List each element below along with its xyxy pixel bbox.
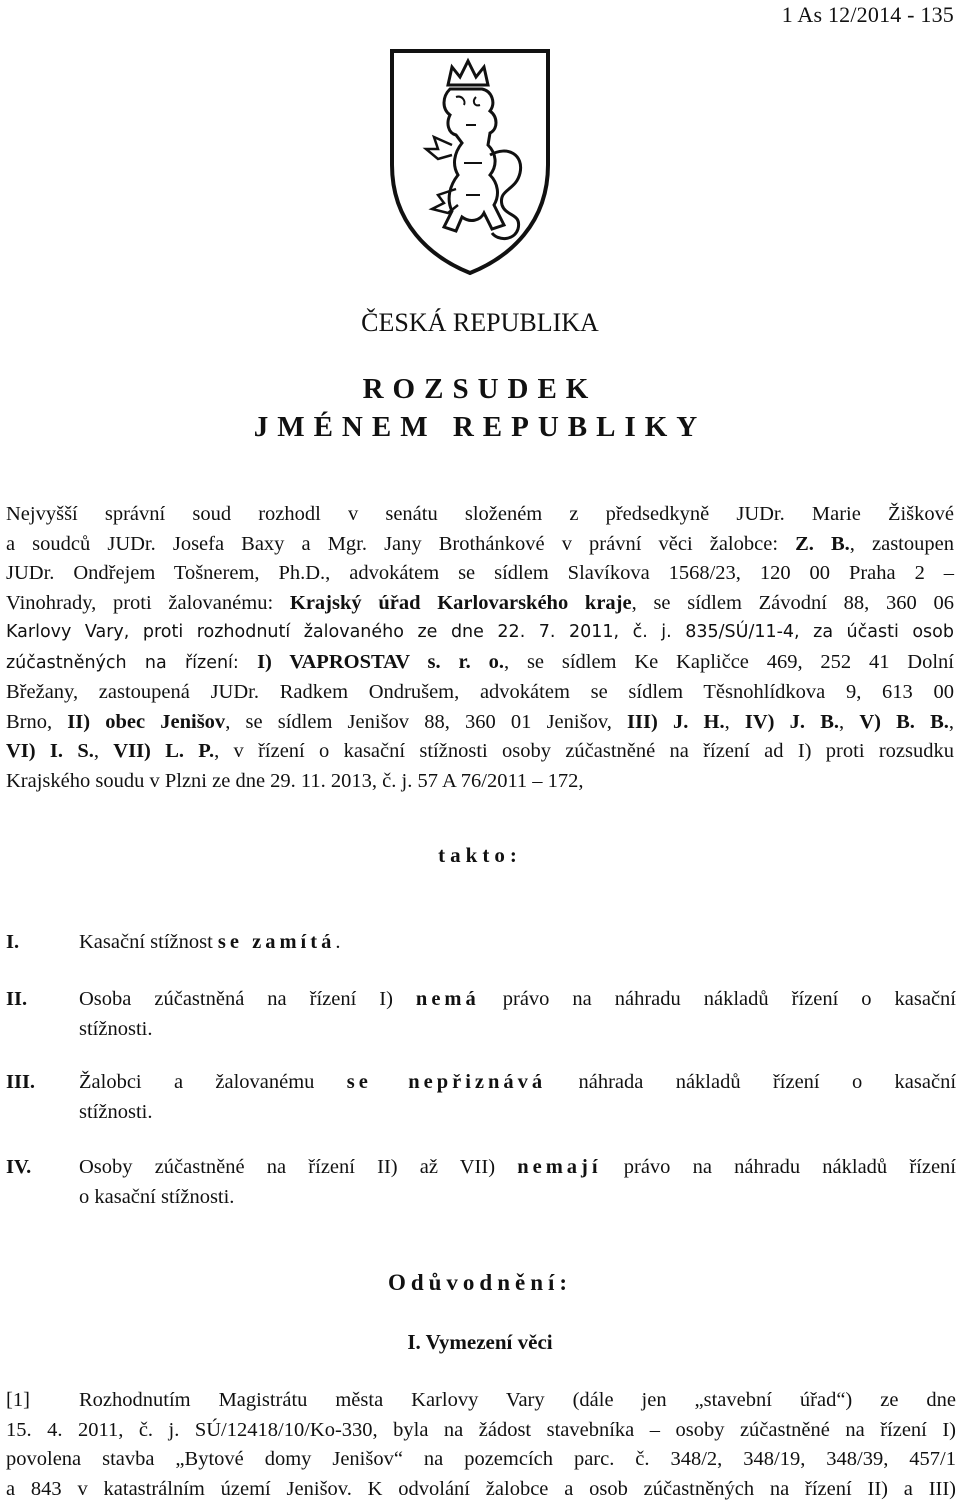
holding-item	[6, 928, 956, 958]
case-reference: 1 As 12/2014 - 135	[781, 2, 954, 27]
holding-text: Osoby zúčastněné na řízení II) až VII) nemají právo na náhradu nákladů řízení o kasační stížnosti.	[79, 1156, 957, 1208]
section-heading: I. Vymezení věci	[407, 1330, 553, 1354]
holding-number: III.	[6, 1071, 36, 1093]
reasoning-heading: Odůvodnění:	[387, 1270, 573, 1295]
intro-line: Krajského soudu v Plzni ze dne 29. 11. 2013, č. j. 57 A 76/2011 – 172,	[6, 769, 584, 792]
intro-line: Břežany, zastoupená JUDr. Radkem Ondrušem, advokátem se sídlem Těsnohlídkova 9, 613 00	[6, 681, 954, 703]
verdict-title-line-1: ROZSUDEK	[362, 373, 598, 405]
holding-text: Osoba zúčastněná na řízení I) nemá právo na náhradu nákladů řízení o kasační stížnosti.	[79, 988, 957, 1040]
holding-number: I.	[6, 931, 20, 953]
holding-number: IV.	[6, 1156, 32, 1178]
country-name: ČESKÁ REPUBLIKA	[361, 308, 599, 337]
intro-line: a soudců JUDr. Josefa Baxy a Mgr. Jany Brothánkové v právní věci žalobce: Z. B., zastoupen	[6, 532, 954, 555]
holding-text: Žalobci a žalovanému se nepřiznává náhrada nákladů řízení o kasační stížnosti.	[79, 1071, 957, 1123]
takto-heading: takto:	[438, 843, 522, 867]
holding-item	[6, 1068, 956, 1127]
intro-line: zúčastněných na řízení: I) VAPROSTAV s. r. o., se sídlem Ke Kapličce 469, 252 41 Dolní	[6, 650, 954, 673]
verdict-title	[0, 370, 960, 446]
intro-line: Brno, II) obec Jenišov, se sídlem Jenišov 88, 360 01 Jenišov, III) J. H., IV) J. B., V) B. B.,	[6, 710, 954, 733]
paragraph-1: [1] Rozhodnutím Magistrátu města Karlovy Vary (dále jen „stavební úřad“) ze dne 15. 4. 2011, č. j. SÚ/12418/10/Ko-330, byla na žádost stavebníka – osoby zúčastněné na řízení I) povolena stavba „Bytové domy Jenišov“ na pozemcích parc. č. 348/2, 348/19, 348/39, 457/1 a 843 v katastrálním území Jenišov. K odvolání žalobce a osob zúčastněných na řízení II) a III)	[6, 1386, 956, 1504]
participant-1-name: I) VAPROSTAV s. r. o.	[257, 650, 504, 673]
holding-number: II.	[6, 988, 28, 1010]
intro-line: VI) I. S., VII) L. P., v řízení o kasační stížnosti osoby zúčastněné na řízení ad I) proti rozsudku	[6, 740, 954, 762]
holding-item	[6, 985, 956, 1044]
verdict-title-line-2: JMÉNEM REPUBLIKY	[253, 411, 707, 443]
defendant-name: Krajský úřad Karlovarského kraje	[289, 591, 632, 614]
intro-paragraph	[6, 500, 954, 796]
czech-lion-coat-of-arms-icon	[386, 45, 554, 277]
intro-line: Karlovy Vary, proti rozhodnutí žalovaného ze dne 22. 7. 2011, č. j. 835/SÚ/11-4, za účasti osob	[6, 622, 954, 642]
intro-line: Nejvyšší správní soud rozhodl v senátu složeném z předsedkyně JUDr. Marie Žiškové	[6, 503, 954, 525]
holding-text: Kasační stížnost se zamítá.	[79, 931, 341, 953]
holding-item	[6, 1153, 956, 1212]
intro-line: Vinohrady, proti žalovanému: Krajský úřad Karlovarského kraje, se sídlem Závodní 88, 360 06	[6, 591, 954, 614]
paragraph-marker: [1]	[6, 1389, 30, 1411]
plaintiff-name: Z. B.	[795, 532, 850, 555]
intro-line: JUDr. Ondřejem Tošnerem, Ph.D., advokátem se sídlem Slavíkova 1568/23, 120 00 Praha 2 –	[6, 562, 954, 584]
